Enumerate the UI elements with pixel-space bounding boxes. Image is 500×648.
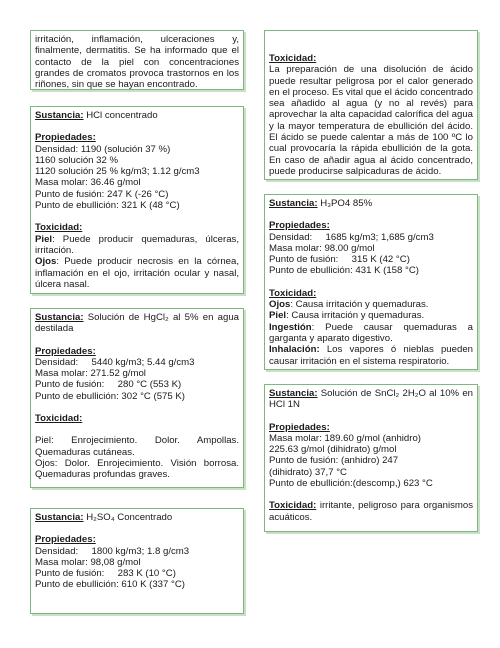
tox-key: Piel: [269, 310, 287, 322]
sustancia-label: Sustancia:: [35, 110, 84, 121]
prop-line: Punto de fusión: 247 K (-26 °C): [35, 188, 169, 200]
sustancia-value: H₃PO4 85%: [317, 198, 373, 209]
prop-line: 225.63 g/mol (dihidrato) g/mol: [269, 444, 397, 456]
prop-line: Punto de fusión: (anhidro) 247: [269, 455, 399, 467]
prop-line: Masa molar: 98.00 g/mol: [269, 242, 375, 254]
prop-line: Punto de fusión: 283 K (10 °C): [35, 568, 176, 580]
sustancia-value: Solución de SnCl₂ 2H₂O al 10% en HCl 1N: [269, 388, 473, 411]
prop-line: Punto de ebullición: 610 K (337 °C): [35, 579, 185, 591]
sustancia-value: HCl concentrado: [83, 110, 158, 121]
sustancia-value: H₂SO₄ Concentrado: [83, 512, 173, 523]
prop-line: Masa molar: 189.60 g/mol (anhidro): [269, 432, 421, 444]
propiedades-label: Propiedades:: [269, 220, 330, 232]
cromatos-text: irritación, inflamación, ulceraciones y, finalmente, dermatitis. Se ha informado que el contacto de la piel con concentraciones grandes de cromatos provoca trastornos en los riñones, sin que se hayan encontrado.: [35, 34, 239, 91]
prop-line: Masa molar: 36.46 g/mol: [35, 177, 141, 189]
prop-line: Densidad: 1800 kg/m3; 1.8 g/cm3: [35, 545, 190, 557]
tox-line: Ojos: Dolor. Enrojecimiento. Visión borrosa. Quemaduras profundas graves.: [35, 457, 239, 481]
tox-key: Ojos: [35, 256, 57, 268]
prop-line: Punto de fusión: 280 °C (553 K): [35, 379, 182, 391]
toxicidad-label: Toxicidad:: [35, 222, 83, 234]
tox-key: Ojos: [269, 299, 291, 311]
tox-value: Los vapores ó nieblas pueden causar irritación en el sistema respiratorio.: [269, 344, 473, 367]
prop-line: (dihidrato) 37,7 °C: [269, 466, 347, 478]
prop-line: 1160 solución 32 %: [35, 154, 119, 166]
propiedades-label: Propiedades:: [35, 345, 96, 357]
tox-value: : Puede producir necrosis en la córnea, inflamación en el ojo, irritación ocular y nasal, úlcera nasal.: [35, 256, 239, 290]
prop-line: Masa molar: 271.52 g/mol: [35, 368, 146, 380]
substance-box-h3po4: [264, 194, 478, 370]
prop-line: Densidad: 1190 (solución 37 %): [35, 143, 171, 155]
prop-line: Punto de ebullición: 431 K (158 °C): [269, 265, 419, 277]
tox-item: [269, 344, 473, 367]
tox-line: Piel: Enrojecimiento. Dolor. Ampollas. Quemaduras cutáneas.: [35, 435, 239, 458]
toxicidad-value: irritante, peligroso para organismos acuáticos.: [269, 500, 473, 523]
tox-value: : Causa irritación y quemaduras.: [290, 299, 429, 311]
tox-item: [269, 310, 473, 321]
sustancia-label: Sustancia:: [269, 388, 318, 399]
substance-box-sncl2: [264, 384, 478, 532]
prop-line: 1120 solución 25 % kg/m3; 1.12 g/cm3: [35, 166, 200, 178]
propiedades-label: Propiedades:: [35, 534, 96, 546]
tox-key: Ingestión: [269, 321, 312, 333]
tox-value: : Causa irritación y quemaduras.: [286, 310, 425, 322]
toxicidad-box-h2so4: [264, 30, 478, 180]
prop-line: Densidad: 1685 kg/m3; 1,685 g/cm3: [269, 231, 434, 243]
tox-key: Piel: [35, 233, 53, 245]
toxicidad-label: Toxicidad:: [269, 287, 317, 299]
propiedades-label: Propiedades:: [35, 132, 96, 144]
sustancia-label: Sustancia:: [35, 512, 84, 523]
text-box-cromatos: [30, 30, 244, 90]
sustancia-value: Solución de HgCl₂ al 5% en agua destilada: [35, 312, 239, 335]
sustancia-label: Sustancia:: [269, 198, 318, 209]
tox-item: [269, 322, 473, 345]
substance-box-hgcl2: [30, 308, 244, 488]
tox-value: : Puede producir quemaduras, úlceras, irritación.: [35, 233, 239, 256]
tox-item: [35, 234, 239, 257]
tox-key: Inhalación:: [269, 344, 320, 356]
tox-item: [269, 299, 473, 310]
prop-line: Densidad: 5440 kg/m3; 5.44 g/cm3: [35, 356, 195, 368]
toxicidad-label: Toxicidad:: [269, 500, 317, 512]
substance-box-hcl: [30, 106, 244, 294]
prop-line: Punto de fusión: 315 K (42 °C): [269, 254, 410, 266]
prop-line: Punto de ebullición: 302 °C (575 K): [35, 390, 185, 402]
prop-line: Masa molar: 98,08 g/mol: [35, 556, 141, 568]
toxicidad-label: Toxicidad:: [269, 53, 317, 64]
tox-value: : Puede causar quemaduras a garganta y aparato digestivo.: [269, 321, 473, 344]
toxicidad-text: La preparación de una disolución de ácido puede resultar peligrosa por el calor generado en el proceso. Es vital que el ácido concentrado sea añadido al agua (y no al revés) para aprovechar la alta capacidad calorífica del agua y la mayor temperatura de ebullición del ácido. El ácido se puede calentar a más de 100 ºC lo cual provocaría la rápida ebullición de la gota. En caso de añadir agua al ácido concentrado, puede producirse salpicaduras de ácido.: [269, 64, 473, 177]
toxicidad-label: Toxicidad:: [35, 413, 83, 425]
prop-line: Punto de ebullición:(descomp,) 623 °C: [269, 478, 433, 490]
propiedades-label: Propiedades:: [269, 421, 330, 433]
tox-item: [35, 256, 239, 290]
sustancia-label: Sustancia:: [35, 312, 84, 323]
prop-line: Punto de ebullición: 321 K (48 °C): [35, 200, 180, 212]
substance-box-h2so4: [30, 508, 244, 614]
